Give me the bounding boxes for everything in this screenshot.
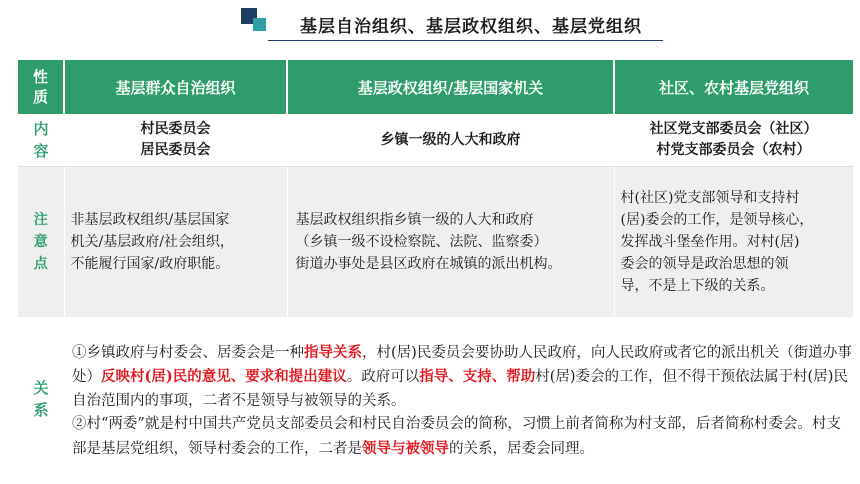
relation-text: ①乡镇政府与村委会、居委会是一种 bbox=[72, 344, 304, 361]
content-row bbox=[18, 114, 853, 167]
note-line: 不能履行国家/政府职能。 bbox=[70, 256, 230, 272]
note-line: （乡镇一级不设检察院、法院、监察委） bbox=[295, 234, 548, 250]
note-line: 导，不是上下级的关系。 bbox=[620, 278, 775, 294]
content-cell-party bbox=[614, 114, 853, 167]
header-label-cell bbox=[18, 60, 64, 114]
content-label-char: 内 bbox=[33, 120, 49, 138]
header-row bbox=[18, 60, 853, 114]
note-line: 发挥战斗堡垒作用。对村(居) bbox=[620, 234, 800, 250]
note-label-cell bbox=[18, 167, 64, 318]
note-label-char: 意 bbox=[33, 234, 48, 250]
content-line: 村党支部委员会（农村） bbox=[656, 142, 811, 158]
relation-text: ，村(居)民委员会要协助人民政府，向人民政府或者它的派出机关（街道办事处） bbox=[72, 344, 852, 386]
note-line: 机关/基层政府/社会组织， bbox=[70, 234, 234, 250]
content-line: 乡镇一级的人大和政府 bbox=[380, 131, 521, 148]
relation-label-char: 关 bbox=[33, 379, 49, 397]
note-line: 非基层政权组织/基层国家 bbox=[70, 212, 230, 228]
content-line: 村民委员会 bbox=[140, 121, 211, 137]
content-label-char: 容 bbox=[33, 142, 49, 160]
content-label-cell bbox=[18, 114, 64, 167]
relation-highlight: 指导、支持、帮助 bbox=[419, 368, 536, 386]
relation-highlight: 指导关系 bbox=[304, 343, 362, 361]
relation-row bbox=[18, 317, 853, 481]
title-area bbox=[0, 0, 860, 48]
relation-text: 。政府可以 bbox=[346, 369, 420, 386]
relation-paragraph-1 bbox=[72, 341, 853, 414]
note-line: (居)委会的工作，是领导核心， bbox=[620, 212, 814, 228]
note-row bbox=[18, 167, 853, 318]
note-cell-autonomy bbox=[64, 167, 287, 318]
content-line: 社区党支部委员会（社区） bbox=[649, 121, 818, 137]
header-label-char: 性 bbox=[32, 68, 48, 86]
note-label-char: 点 bbox=[33, 256, 48, 272]
note-cell-party bbox=[614, 167, 853, 318]
header-col-autonomy: 基层群众自治组织 bbox=[64, 60, 287, 114]
relation-text: ②村“两委”就是村中国共产党员支部委员会和村民自治委员会的简称，习惯上前者简称为村支部，后者简称村委会。村支部是基层党组织，领导村委会的工作，二者是 bbox=[72, 416, 841, 457]
content-cell-government bbox=[287, 114, 614, 167]
title-underline bbox=[268, 40, 663, 41]
comparison-table bbox=[18, 60, 853, 481]
relation-paragraph-2 bbox=[72, 413, 853, 461]
relation-text: 的关系，居委会同理。 bbox=[449, 440, 594, 457]
header-col-party: 社区、农村基层党组织 bbox=[614, 60, 853, 114]
note-line: 委会的领导是政治思想的领 bbox=[620, 256, 789, 272]
relation-cell bbox=[64, 317, 853, 481]
header-col-government: 基层政权组织/基层国家机关 bbox=[287, 60, 614, 114]
note-line: 街道办事处是县区政府在城镇的派出机构。 bbox=[295, 256, 562, 272]
relation-label-char: 系 bbox=[33, 401, 49, 419]
title-square-teal-icon bbox=[253, 18, 266, 31]
note-line: 基层政权组织指乡镇一级的人大和政府 bbox=[295, 212, 534, 228]
content-cell-autonomy bbox=[64, 114, 287, 167]
content-line: 居民委员会 bbox=[140, 142, 211, 158]
note-line: 村(社区)党支部领导和支持村 bbox=[620, 190, 800, 206]
page-title: 基层自治组织、基层政权组织、基层党组织 bbox=[300, 17, 642, 37]
relation-highlight: 领导与被领导 bbox=[362, 439, 449, 457]
relation-text: 村(居)委会的工作，但不得干预依法属于村(居)民自治范围内的事项，二者不是领导与被领导的关系。 bbox=[72, 369, 848, 409]
relation-highlight: 反映村(居)民的意见、要求和提出建议 bbox=[101, 368, 347, 386]
note-label-char: 注 bbox=[33, 212, 48, 228]
note-cell-government bbox=[287, 167, 614, 318]
header-label-char: 质 bbox=[32, 88, 48, 106]
relation-label-cell bbox=[18, 317, 64, 481]
